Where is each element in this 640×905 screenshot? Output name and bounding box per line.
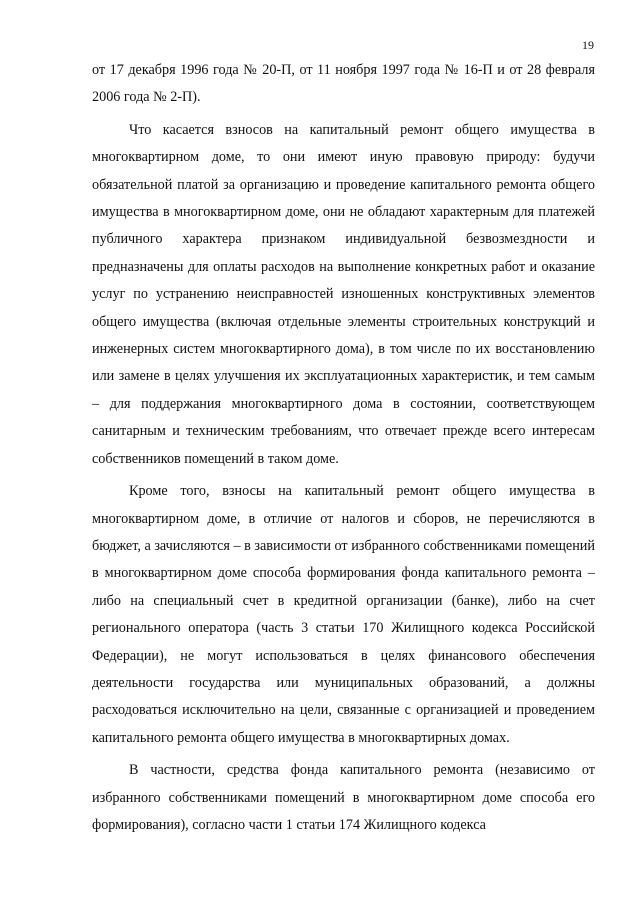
- page-number: 19: [582, 38, 594, 52]
- paragraph-continuation: от 17 декабря 1996 года № 20-П, от 11 ноября 1997 года № 16-П и от 28 февраля 2006 года № 2-П).: [92, 62, 595, 106]
- paragraph-contributions-not-budget: Кроме того, взносы на капитальный ремонт общего имущества в многоквартирном доме, в отличие от налогов и сборов, не перечисляются в бюджет, а зачисляются – в зависимости от избранного собственниками помещений в многоквартирном доме способа формирования фонда капитального ремонта – либо на специальный счет в кредитной организации (банке), либо на счет регионального оператора (часть 3 статьи 170 Жилищного кодекса Российской Федерации), не могут использоваться в целях финансового обеспечения деятельности государства или муниципальных образований, а должны расходоваться исключительно на цели, связанные с организацией и проведением капитального ремонта общего имущества в многоквартирных домах.: [92, 483, 595, 746]
- document-body: [92, 57, 595, 839]
- paragraph-fund-usage: В частности, средства фонда капитального ремонта (независимо от избранного собственниками помещений в многоквартирном доме способа его формирования), согласно части 1 статьи 174 Жилищного кодекса: [92, 762, 595, 833]
- paragraph-capital-repair-contributions: Что касается взносов на капитальный ремонт общего имущества в многоквартирном доме, то они имеют иную правовую природу: будучи обязательной платой за организацию и проведение капитального ремонта общего имущества в многоквартирном доме, они не обладают характерным для платежей публичного характера признаком индивидуальной безвозмездности и предназначены для оплаты расходов на выполнение конкретных работ и оказание услуг по устранению неисправностей изношенных конструктивных элементов общего имущества (включая отдельные элементы строительных конструкций и инженерных систем многоквартирного дома), в том числе по их восстановлению или замене в целях улучшения их эксплуатационных характеристик, и тем самым – для поддержания многоквартирного дома в состоянии, соответствующем санитарным и техническим требованиям, что отвечает прежде всего интересам собственников помещений в таком доме.: [92, 121, 595, 467]
